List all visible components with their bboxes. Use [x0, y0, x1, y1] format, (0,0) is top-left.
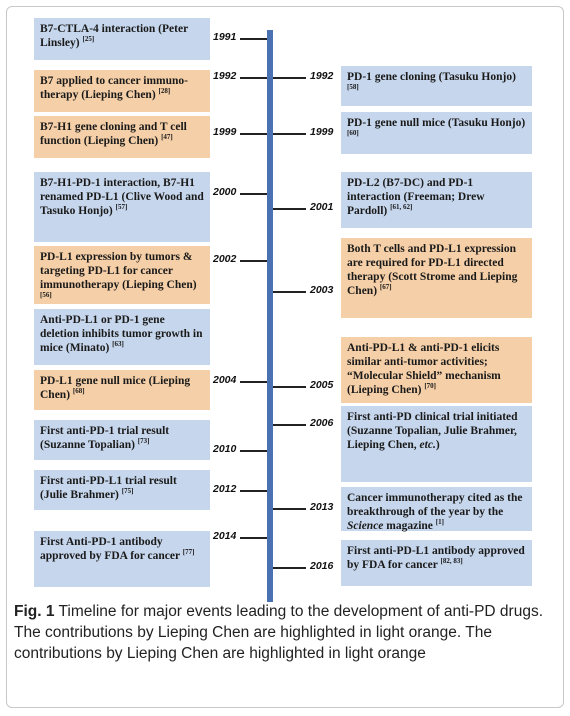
- event-reference: [73]: [137, 437, 150, 446]
- event-box-right: [341, 66, 532, 106]
- year-tick: [273, 133, 306, 135]
- year-tick: [240, 381, 267, 383]
- event-text: Anti-PD-L1 & anti-PD-1 elicits similar anti-tumor activities; “Molecular Shield” mechanism (Lieping Chen): [347, 342, 501, 396]
- event-text: Anti-PD-L1 or PD-1 gene deletion inhibits tumor growth in mice (Minato): [40, 314, 203, 354]
- event-reference: [60]: [347, 129, 359, 138]
- event-year-right: 1999: [310, 126, 334, 138]
- event-text: First anti-PD-L1 trial result (Julie Brahmer): [40, 475, 177, 501]
- event-text: First Anti-PD-1 antibody approved by FDA for cancer: [40, 536, 180, 562]
- event-box-right: [341, 406, 532, 482]
- event-reference: [63]: [112, 340, 124, 349]
- event-year-right: 2003: [310, 284, 334, 296]
- event-text: Cancer immunotherapy cited as the breakthrough of the year by the Science magazine: [347, 492, 523, 532]
- event-reference: [68]: [72, 387, 85, 396]
- year-tick: [240, 450, 267, 452]
- event-text: First anti-PD-1 trial result (Suzanne Topalian): [40, 425, 170, 451]
- event-box-right: [341, 238, 532, 318]
- event-reference: [67]: [379, 283, 392, 292]
- event-box-left: [34, 370, 210, 410]
- event-year-left: 2000: [213, 186, 237, 198]
- year-tick: [273, 291, 306, 293]
- event-reference: [75]: [121, 487, 134, 496]
- event-box-left: [34, 531, 210, 587]
- event-year-left: 2014: [213, 530, 237, 542]
- year-tick: [240, 77, 267, 79]
- event-text: PD-L1 expression by tumors & targeting PD-L1 for cancer immunotherapy (Lieping Chen): [40, 251, 197, 291]
- event-reference: [28]: [158, 87, 171, 96]
- event-box-right: [341, 172, 532, 228]
- event-year-right: 2016: [310, 560, 334, 572]
- year-tick: [240, 133, 267, 135]
- event-box-right: [341, 337, 532, 403]
- year-tick: [240, 537, 267, 539]
- year-tick: [273, 386, 306, 388]
- event-text: PD-1 gene cloning (Tasuku Honjo): [347, 71, 516, 83]
- year-tick: [240, 193, 267, 195]
- event-box-right: [341, 540, 532, 586]
- event-reference: [70]: [424, 382, 436, 391]
- event-text: B7-H1-PD-1 interaction, B7-H1 renamed PD-L1 (Clive Wood and Tasuko Honjo): [40, 177, 204, 217]
- event-reference: [25]: [82, 35, 95, 44]
- event-text: PD-L2 (B7-DC) and PD-1 interaction (Freeman; Drew Pardoll): [347, 177, 485, 217]
- event-reference: [56]: [40, 291, 52, 300]
- event-reference: [57]: [115, 203, 128, 212]
- event-year-left: 2002: [213, 253, 237, 265]
- event-box-left: [34, 246, 210, 304]
- year-tick: [273, 77, 306, 79]
- event-reference: [77]: [182, 548, 195, 557]
- timeline-axis: [267, 30, 273, 602]
- event-box-left: [34, 70, 210, 112]
- event-year-right: 2005: [310, 379, 334, 391]
- event-text: First anti-PD-L1 antibody approved by FDA for cancer: [347, 545, 525, 571]
- year-tick: [240, 260, 267, 262]
- event-year-left: 1991: [213, 31, 237, 43]
- event-reference: [1]: [435, 518, 444, 527]
- event-text: PD-L1 gene null mice (Lieping Chen): [40, 375, 191, 401]
- event-year-left: 1999: [213, 126, 237, 138]
- event-box-left: [34, 172, 210, 242]
- event-year-right: 2001: [310, 201, 334, 213]
- event-box-right: [341, 112, 532, 154]
- event-box-left: [34, 116, 210, 158]
- event-reference: [82, 83]: [440, 557, 463, 566]
- caption-label: Fig. 1: [14, 603, 55, 620]
- figure-caption: [14, 601, 554, 664]
- event-year-left: 2004: [213, 374, 237, 386]
- event-text: Both T cells and PD-L1 expression are required for PD-L1 directed therapy (Scott Strome and Lieping Chen): [347, 243, 518, 297]
- event-reference: [58]: [347, 83, 359, 92]
- event-box-left: [34, 18, 210, 60]
- event-year-right: 2006: [310, 417, 334, 429]
- event-text: B7-CTLA-4 interaction (Peter Linsley): [40, 23, 188, 49]
- event-year-left: 2010: [213, 443, 237, 455]
- event-text: B7 applied to cancer immuno-therapy (Lieping Chen): [40, 75, 189, 101]
- year-tick: [240, 38, 267, 40]
- year-tick: [273, 567, 306, 569]
- event-box-right: [341, 487, 532, 531]
- event-year-left: 2012: [213, 483, 237, 495]
- event-reference: [61, 62]: [390, 203, 413, 212]
- year-tick: [240, 490, 267, 492]
- year-tick: [273, 208, 306, 210]
- year-tick: [273, 508, 306, 510]
- event-year-right: 2013: [310, 501, 334, 513]
- event-year-left: 1992: [213, 70, 237, 82]
- event-box-left: [34, 470, 210, 510]
- event-text: First anti-PD clinical trial initiated (Suzanne Topalian, Julie Brahmer, Lieping Chen, etc.): [347, 411, 518, 451]
- year-tick: [273, 424, 306, 426]
- event-text: B7-H1 gene cloning and T cell function (Lieping Chen): [40, 121, 187, 147]
- event-text: PD-1 gene null mice (Tasuku Honjo): [347, 117, 526, 129]
- event-year-right: 1992: [310, 70, 334, 82]
- event-box-left: [34, 420, 210, 460]
- caption-text: Timeline for major events leading to the development of anti-PD drugs. The contributions by Lieping Chen are highlighted in light orange. The contributions by Lieping Chen are highlighted in light orange: [14, 603, 543, 662]
- event-box-left: [34, 309, 210, 365]
- event-reference: [47]: [161, 133, 173, 142]
